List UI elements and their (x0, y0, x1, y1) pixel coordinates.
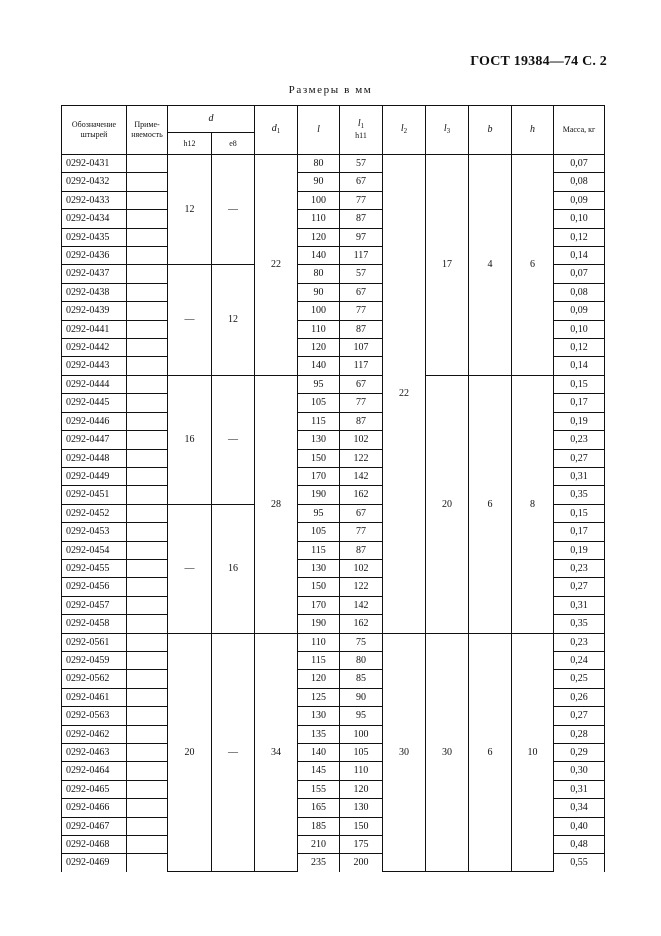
table-row (62, 375, 605, 393)
cell-mass: 0,31 (554, 596, 605, 614)
cell-l1: 77 (340, 191, 383, 209)
cell-l: 130 (298, 707, 340, 725)
cell-applicability (127, 412, 168, 430)
cell-l1: 87 (340, 210, 383, 228)
cell-l1: 67 (340, 173, 383, 191)
cell-l1: 100 (340, 725, 383, 743)
cell-l1: 77 (340, 302, 383, 320)
cell-l1: 175 (340, 836, 383, 854)
cell-designation: 0292-0447 (62, 431, 127, 449)
cell-mass: 0,10 (554, 320, 605, 338)
cell-h-group: 6 (512, 155, 554, 376)
cell-applicability (127, 467, 168, 485)
col-header-h12: h12 (168, 133, 212, 155)
cell-e8-group: — (212, 375, 255, 504)
cell-l1: 102 (340, 431, 383, 449)
cell-l1: 162 (340, 486, 383, 504)
cell-applicability (127, 596, 168, 614)
cell-designation: 0292-0452 (62, 504, 127, 522)
cell-mass: 0,10 (554, 210, 605, 228)
cell-designation: 0292-0438 (62, 283, 127, 301)
cell-applicability (127, 651, 168, 669)
cell-applicability (127, 688, 168, 706)
cell-designation: 0292-0443 (62, 357, 127, 375)
cell-designation: 0292-0464 (62, 762, 127, 780)
cell-designation: 0292-0461 (62, 688, 127, 706)
cell-mass: 0,48 (554, 836, 605, 854)
cell-applicability (127, 799, 168, 817)
cell-mass: 0,23 (554, 431, 605, 449)
cell-l: 140 (298, 744, 340, 762)
cell-applicability (127, 191, 168, 209)
cell-l1: 105 (340, 744, 383, 762)
cell-mass: 0,55 (554, 854, 605, 872)
cell-b-group: 6 (469, 633, 512, 872)
cell-l1: 107 (340, 339, 383, 357)
cell-l1: 87 (340, 412, 383, 430)
cell-applicability (127, 615, 168, 633)
cell-designation: 0292-0432 (62, 173, 127, 191)
cell-l: 170 (298, 467, 340, 485)
cell-l1: 77 (340, 394, 383, 412)
cell-mass: 0,26 (554, 688, 605, 706)
cell-l: 185 (298, 817, 340, 835)
cell-designation: 0292-0436 (62, 247, 127, 265)
cell-l1: 117 (340, 357, 383, 375)
cell-l: 80 (298, 265, 340, 283)
cell-h-group: 8 (512, 375, 554, 633)
cell-mass: 0,23 (554, 633, 605, 651)
cell-mass: 0,07 (554, 265, 605, 283)
cell-l: 190 (298, 486, 340, 504)
cell-designation: 0292-0561 (62, 633, 127, 651)
cell-designation: 0292-0456 (62, 578, 127, 596)
cell-designation: 0292-0467 (62, 817, 127, 835)
table-body (62, 155, 605, 872)
cell-l2-group: 30 (383, 633, 426, 872)
cell-mass: 0,28 (554, 725, 605, 743)
cell-applicability (127, 707, 168, 725)
cell-applicability (127, 449, 168, 467)
cell-l2-group: 22 (383, 155, 426, 634)
cell-l: 155 (298, 780, 340, 798)
cell-d1-group: 22 (255, 155, 298, 376)
cell-l: 115 (298, 651, 340, 669)
cell-applicability (127, 486, 168, 504)
cell-h12-group: 16 (168, 375, 212, 504)
cell-mass: 0,31 (554, 780, 605, 798)
col-header-d1: $d_1$ (255, 106, 298, 155)
cell-mass: 0,34 (554, 799, 605, 817)
cell-d1-group: 34 (255, 633, 298, 872)
cell-designation: 0292-0562 (62, 670, 127, 688)
cell-applicability (127, 173, 168, 191)
cell-l: 140 (298, 357, 340, 375)
cell-mass: 0,27 (554, 449, 605, 467)
cell-l1: 95 (340, 707, 383, 725)
cell-l1: 130 (340, 799, 383, 817)
cell-l1: 57 (340, 155, 383, 173)
cell-l: 150 (298, 449, 340, 467)
cell-l1: 67 (340, 504, 383, 522)
cell-l: 110 (298, 320, 340, 338)
col-header-l: l (298, 106, 340, 155)
cell-l: 100 (298, 302, 340, 320)
cell-e8-group: 16 (212, 504, 255, 633)
cell-h12-group: — (168, 504, 212, 633)
cell-e8-group: — (212, 155, 255, 265)
col-header-l3: $l_3$ (426, 106, 469, 155)
cell-l1: 67 (340, 283, 383, 301)
cell-h-group: 10 (512, 633, 554, 872)
cell-applicability (127, 817, 168, 835)
cell-l3-group: 30 (426, 633, 469, 872)
cell-applicability (127, 504, 168, 522)
cell-mass: 0,07 (554, 155, 605, 173)
cell-mass: 0,12 (554, 339, 605, 357)
cell-designation: 0292-0458 (62, 615, 127, 633)
cell-l: 120 (298, 670, 340, 688)
cell-l: 130 (298, 431, 340, 449)
cell-designation: 0292-0431 (62, 155, 127, 173)
cell-applicability (127, 523, 168, 541)
cell-l: 120 (298, 228, 340, 246)
cell-mass: 0,30 (554, 762, 605, 780)
cell-l: 90 (298, 173, 340, 191)
cell-applicability (127, 394, 168, 412)
cell-l: 90 (298, 283, 340, 301)
dimensions-table (61, 105, 605, 872)
col-header-l1: $l_1$ h11 (340, 106, 383, 155)
cell-designation: 0292-0435 (62, 228, 127, 246)
cell-applicability (127, 431, 168, 449)
col-header-l2: $l_2$ (383, 106, 426, 155)
cell-applicability (127, 780, 168, 798)
cell-l3-group: 20 (426, 375, 469, 633)
col-header-e8: e8 (212, 133, 255, 155)
cell-designation: 0292-0441 (62, 320, 127, 338)
cell-applicability (127, 247, 168, 265)
cell-mass: 0,15 (554, 504, 605, 522)
cell-mass: 0,08 (554, 283, 605, 301)
cell-designation: 0292-0442 (62, 339, 127, 357)
col-header-h: h (512, 106, 554, 155)
cell-designation: 0292-0437 (62, 265, 127, 283)
col-header-mass: Масса, кг (554, 106, 605, 155)
cell-designation: 0292-0448 (62, 449, 127, 467)
cell-l: 190 (298, 615, 340, 633)
cell-l1: 117 (340, 247, 383, 265)
cell-l3-group: 17 (426, 155, 469, 376)
cell-mass: 0,17 (554, 394, 605, 412)
cell-applicability (127, 725, 168, 743)
cell-mass: 0,29 (554, 744, 605, 762)
cell-l: 130 (298, 559, 340, 577)
cell-mass: 0,15 (554, 375, 605, 393)
cell-e8-group: 12 (212, 265, 255, 375)
cell-h12-group: — (168, 265, 212, 375)
cell-l: 115 (298, 541, 340, 559)
cell-mass: 0,27 (554, 578, 605, 596)
cell-l: 170 (298, 596, 340, 614)
cell-mass: 0,25 (554, 670, 605, 688)
cell-mass: 0,35 (554, 486, 605, 504)
cell-l1: 110 (340, 762, 383, 780)
cell-applicability (127, 228, 168, 246)
cell-designation: 0292-0463 (62, 744, 127, 762)
cell-designation: 0292-0466 (62, 799, 127, 817)
cell-designation: 0292-0457 (62, 596, 127, 614)
cell-designation: 0292-0468 (62, 836, 127, 854)
cell-e8-group: — (212, 633, 255, 872)
cell-l: 95 (298, 375, 340, 393)
cell-applicability (127, 357, 168, 375)
cell-l: 100 (298, 191, 340, 209)
cell-applicability (127, 283, 168, 301)
cell-l: 165 (298, 799, 340, 817)
cell-h12-group: 12 (168, 155, 212, 265)
col-header-applicability: Приме- няемость (127, 106, 168, 155)
cell-l1: 150 (340, 817, 383, 835)
cell-applicability (127, 339, 168, 357)
cell-applicability (127, 155, 168, 173)
cell-applicability (127, 541, 168, 559)
cell-mass: 0,40 (554, 817, 605, 835)
cell-l: 95 (298, 504, 340, 522)
col-header-b: b (469, 106, 512, 155)
cell-l1: 97 (340, 228, 383, 246)
cell-designation: 0292-0446 (62, 412, 127, 430)
cell-l1: 142 (340, 596, 383, 614)
cell-applicability (127, 210, 168, 228)
cell-mass: 0,12 (554, 228, 605, 246)
cell-l1: 122 (340, 449, 383, 467)
cell-d1-group: 28 (255, 375, 298, 633)
page-header: ГОСТ 19384—74 С. 2 (470, 54, 607, 69)
cell-l1: 120 (340, 780, 383, 798)
cell-applicability (127, 320, 168, 338)
cell-mass: 0,14 (554, 357, 605, 375)
cell-l: 110 (298, 633, 340, 651)
cell-l1: 162 (340, 615, 383, 633)
cell-designation: 0292-0445 (62, 394, 127, 412)
cell-designation: 0292-0433 (62, 191, 127, 209)
cell-applicability (127, 302, 168, 320)
cell-designation: 0292-0454 (62, 541, 127, 559)
cell-l: 235 (298, 854, 340, 872)
cell-applicability (127, 762, 168, 780)
cell-mass: 0,19 (554, 541, 605, 559)
cell-l: 120 (298, 339, 340, 357)
cell-l: 105 (298, 523, 340, 541)
cell-designation: 0292-0465 (62, 780, 127, 798)
cell-l1: 142 (340, 467, 383, 485)
cell-l: 110 (298, 210, 340, 228)
cell-b-group: 4 (469, 155, 512, 376)
cell-applicability (127, 559, 168, 577)
cell-designation: 0292-0439 (62, 302, 127, 320)
cell-l: 105 (298, 394, 340, 412)
cell-l: 210 (298, 836, 340, 854)
cell-applicability (127, 836, 168, 854)
cell-designation: 0292-0469 (62, 854, 127, 872)
cell-applicability (127, 670, 168, 688)
table-caption: Размеры в мм (288, 84, 373, 96)
cell-designation: 0292-0459 (62, 651, 127, 669)
cell-applicability (127, 854, 168, 872)
cell-mass: 0,23 (554, 559, 605, 577)
cell-l1: 200 (340, 854, 383, 872)
cell-l1: 77 (340, 523, 383, 541)
cell-mass: 0,27 (554, 707, 605, 725)
cell-l: 145 (298, 762, 340, 780)
cell-applicability (127, 578, 168, 596)
cell-l: 140 (298, 247, 340, 265)
cell-mass: 0,08 (554, 173, 605, 191)
cell-designation: 0292-0453 (62, 523, 127, 541)
col-header-d: d (168, 106, 255, 133)
cell-designation: 0292-0563 (62, 707, 127, 725)
cell-mass: 0,31 (554, 467, 605, 485)
col-header-designation: Обозначение штырей (62, 106, 127, 155)
cell-designation: 0292-0444 (62, 375, 127, 393)
cell-l: 125 (298, 688, 340, 706)
cell-mass: 0,35 (554, 615, 605, 633)
cell-applicability (127, 265, 168, 283)
cell-l1: 122 (340, 578, 383, 596)
cell-l1: 67 (340, 375, 383, 393)
cell-l: 80 (298, 155, 340, 173)
cell-l1: 87 (340, 541, 383, 559)
cell-l1: 90 (340, 688, 383, 706)
cell-b-group: 6 (469, 375, 512, 633)
cell-l1: 85 (340, 670, 383, 688)
cell-l1: 80 (340, 651, 383, 669)
cell-mass: 0,19 (554, 412, 605, 430)
cell-l: 115 (298, 412, 340, 430)
table-row (62, 155, 605, 173)
cell-designation: 0292-0455 (62, 559, 127, 577)
cell-applicability (127, 375, 168, 393)
cell-l1: 87 (340, 320, 383, 338)
cell-l: 150 (298, 578, 340, 596)
cell-l1: 57 (340, 265, 383, 283)
cell-l: 135 (298, 725, 340, 743)
table-row (62, 633, 605, 651)
cell-designation: 0292-0451 (62, 486, 127, 504)
cell-l1: 102 (340, 559, 383, 577)
cell-designation: 0292-0449 (62, 467, 127, 485)
cell-mass: 0,24 (554, 651, 605, 669)
cell-h12-group: 20 (168, 633, 212, 872)
cell-designation: 0292-0462 (62, 725, 127, 743)
cell-mass: 0,14 (554, 247, 605, 265)
cell-applicability (127, 744, 168, 762)
cell-designation: 0292-0434 (62, 210, 127, 228)
cell-l1: 75 (340, 633, 383, 651)
cell-mass: 0,09 (554, 191, 605, 209)
cell-mass: 0,09 (554, 302, 605, 320)
cell-applicability (127, 633, 168, 651)
cell-mass: 0,17 (554, 523, 605, 541)
